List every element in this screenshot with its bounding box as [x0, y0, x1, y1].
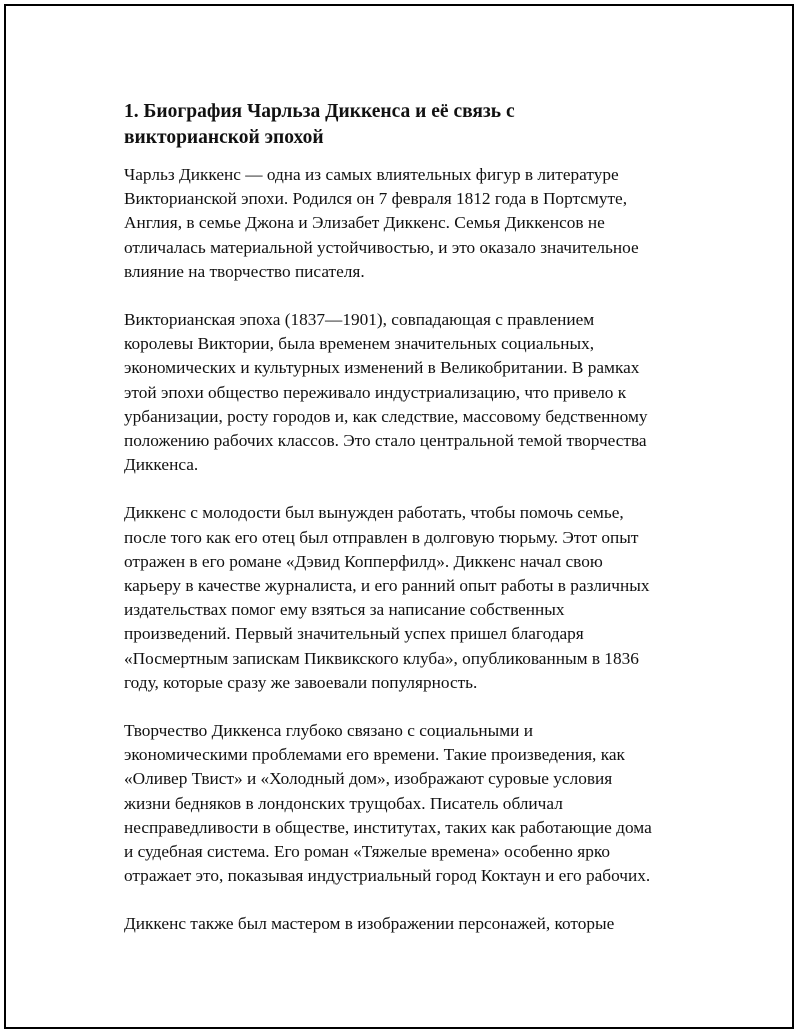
text-line: отражает это, показывая индустриальный город Коктаун и его рабочих.: [124, 866, 651, 886]
text-line: королевы Виктории, была временем значительных социальных,: [124, 334, 595, 354]
text-line: положению рабочих классов. Это стало центральной темой творчества: [124, 431, 647, 451]
paragraph: [124, 163, 696, 284]
text-line: «Оливер Твист» и «Холодный дом», изображают суровые условия: [124, 769, 613, 789]
text-line: году, которые сразу же завоевали популярность.: [124, 672, 478, 692]
heading-line: 1. Биография Чарльза Диккенса и её связь с: [124, 101, 515, 122]
text-line: после того как его отец был отправлен в долговую тюрьму. Этот опыт: [124, 527, 639, 547]
section-heading: [124, 99, 696, 151]
text-line: издательствах помог ему взяться за написание собственных: [124, 600, 565, 620]
text-line: Диккенса.: [124, 455, 199, 475]
text-line: Творчество Диккенса глубоко связано с социальными и: [124, 721, 533, 741]
text-line: влияние на творчество писателя.: [124, 261, 365, 281]
text-line: Диккенс с молодости был вынужден работать, чтобы помочь семье,: [124, 503, 624, 523]
paragraph: [124, 308, 696, 477]
paragraph: [124, 912, 696, 936]
text-line: отличалась материальной устойчивостью, и это оказало значительное: [124, 237, 639, 257]
text-line: экономическими проблемами его времени. Такие произведения, как: [124, 745, 625, 765]
text-line: жизни бедняков в лондонских трущобах. Писатель обличал: [124, 793, 563, 813]
paragraph: [124, 719, 696, 888]
text-line: «Посмертным запискам Пиквикского клуба», опубликованным в 1836: [124, 648, 639, 668]
text-line: урбанизации, росту городов и, как следствие, массовому бедственному: [124, 406, 648, 426]
text-line: произведений. Первый значительный успех пришел благодаря: [124, 624, 584, 644]
text-line: экономических и культурных изменений в Великобритании. В рамках: [124, 358, 640, 378]
text-line: Викторианской эпохи. Родился он 7 февраля 1812 года в Портсмуте,: [124, 189, 628, 209]
text-line: отражен в его романе «Дэвид Копперфилд». Диккенс начал свою: [124, 551, 603, 571]
text-line: Чарльз Диккенс — одна из самых влиятельных фигур в литературе: [124, 165, 619, 184]
text-line: и судебная система. Его роман «Тяжелые времена» особенно ярко: [124, 842, 610, 862]
text-line: несправедливости в обществе, институтах, таких как работающие дома: [124, 817, 652, 837]
paragraph: [124, 501, 696, 695]
page-frame: [4, 4, 794, 1029]
text-line: карьеру в качестве журналиста, и его ранний опыт работы в различных: [124, 576, 650, 596]
text-line: этой эпохи общество переживало индустриализацию, что привело к: [124, 382, 627, 402]
text-line: Диккенс также был мастером в изображении персонажей, которые: [124, 914, 615, 934]
heading-line: викторианской эпохой: [124, 127, 324, 148]
document-body: [124, 99, 696, 961]
text-line: Викторианская эпоха (1837—1901), совпадающая с правлением: [124, 310, 595, 330]
text-line: Англия, в семье Джона и Элизабет Диккенс. Семья Диккенсов не: [124, 213, 605, 233]
